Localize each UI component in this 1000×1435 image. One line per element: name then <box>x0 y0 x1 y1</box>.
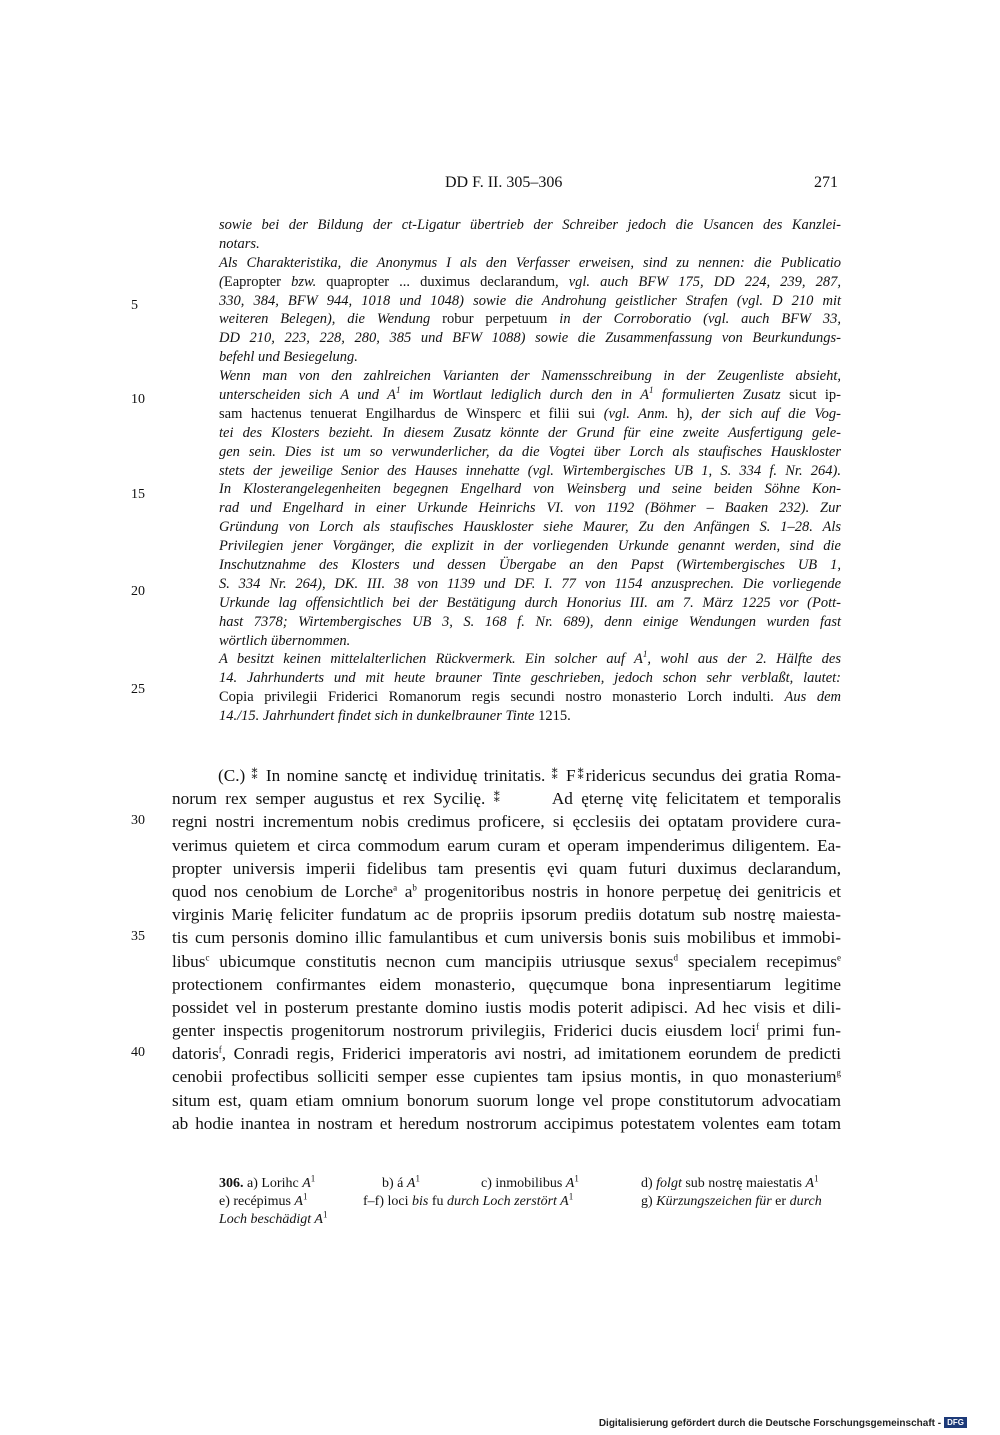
apparatus-row <box>219 1193 841 1211</box>
text-line: propter universis imperii fidelibus tam presentis ęvi quam futuri duximus declarandum, <box>172 858 841 878</box>
line-number: 10 <box>131 392 145 407</box>
note-line: tei des Klosters bezieht. In diesem Zusatz könnte der Grund für eine zweite Ausfertigung gele- <box>219 424 841 441</box>
text-line: cenobii profectibus solliciti semper esse cupientes tam ipsius montis, in quo monasterium$^g$ <box>172 1067 841 1087</box>
apparatus-row <box>219 1175 841 1193</box>
note-line: rad und Engelhard in einer Urkunde Heinrichs VI. von 1192 (Böhmer – Baaken 232). Zur <box>219 500 841 517</box>
text-line: genter inspectis progenitorum nostrorum privilegiis, Friderici ducis eiusdem loci$^f$ primi fun- <box>172 1021 841 1041</box>
text-line: (C.) ⁑ In nomine sanctę et individuę trinitatis. ⁑ F⁑ridericus secundus dei gratia Roma- <box>218 766 842 785</box>
note-line: Wenn man von den zahlreichen Varianten der Namensschreibung in der Zeugenliste absieht, <box>219 368 841 385</box>
note-line: sowie bei der Bildung der ct-Ligatur übertrieb der Schreiber jedoch die Usancen des Kanzlei- <box>219 217 841 233</box>
line-number: 30 <box>131 813 145 828</box>
note-line: Privilegien jener Vorgänger, die explizit in der vorliegenden Urkunde genannt werden, sind die <box>219 538 841 555</box>
separator-mark-icon: ⁑ <box>251 768 260 782</box>
note-line: S. 334 Nr. 264), DK. III. 38 von 1139 und DF. I. 77 von 1154 anzusprechen. Die vorliegende <box>219 575 841 592</box>
line-number: 15 <box>131 487 145 502</box>
note-line: notars. <box>219 235 260 252</box>
text-line: situm est, quam etiam omnium bonorum suorum longe vel prope constitutorum advocatiam <box>172 1090 841 1110</box>
note-line: A besitzt keinen mittelalterlichen Rückvermerk. Ein solcher auf $A^1$, wohl aus der 2. Hälfte des <box>219 649 841 668</box>
apparatus-entry: e) recépimus $A^1$ <box>219 1191 308 1209</box>
text-line: ab hodie inantea in nostram et heredum nostrorum accipimus potestatem volentes eam totam <box>172 1113 841 1133</box>
text-line: protectionem confirmantes eidem monasterio, quęcumque bona inpresentiarum legitime <box>172 974 841 994</box>
note-line: stets der jeweilige Senior des Hauses innehatte (vgl. Wirtembergisches UB 1, S. 334 f. Nr. 264). <box>219 462 841 479</box>
note-line: (Eapropter bzw. quapropter ... duximus declarandum, vgl. auch BFW 175, DD 224, 239, 287, <box>219 273 841 290</box>
apparatus-entry: c) inmobilibus $A^1$ <box>481 1173 579 1191</box>
line-number: 20 <box>131 584 145 599</box>
note-line: Inschutznahme des Klosters und dessen Übergabe an den Papst (Wirtembergisches UB 1, <box>219 557 841 574</box>
note-line: Als Charakteristika, die Anonymus I als den Verfasser erweisen, sind zu nennen: die Publicatio <box>219 254 841 271</box>
note-line: Urkunde lag offensichtlich bei der Bestätigung durch Honorius III. am 7. März 1225 vor (Pott- <box>219 594 841 611</box>
note-line: DD 210, 223, 228, 280, 385 und BFW 1088) sowie die Zusammenfassung von Beurkundungs- <box>219 330 841 347</box>
line-number: 25 <box>131 682 145 697</box>
note-line: gen sein. Dies ist um so verwunderlicher, da die Vogtei über Lorch als staufisches Hauskloster <box>219 443 841 460</box>
text-line: norum rex semper augustus et rex Sycilię. ⁑ Ad ęternę vitę felicitatem et temporalis <box>172 789 841 809</box>
critical-apparatus <box>219 1175 841 1229</box>
text-line: virginis Marię feliciter fundatum ac de propriis ipsorum prediis dotatum sub nostrę maiesta- <box>172 905 841 925</box>
commentary-notes <box>219 216 841 726</box>
running-header <box>0 174 1000 196</box>
note-line: 14./15. Jahrhundert findet sich in dunkelbrauner Tinte 1215. <box>219 708 571 725</box>
apparatus-entry: 306. a) Lorihc $A^1$ <box>219 1173 316 1191</box>
line-number: 35 <box>131 929 145 944</box>
note-line: Gründung von Lorch als staufisches Hauskloster siehe Maurer, Zu den Anfängen S. 1–28. Als <box>219 519 841 536</box>
line-number: 5 <box>131 298 138 313</box>
note-line: wörtlich übernommen. <box>219 632 351 649</box>
note-line: sam hactenus tenuerat Engilhardus de Winsperc et filii sui (vgl. Anm. h), der sich auf die Vog- <box>219 405 841 422</box>
apparatus-entry: d) folgt sub nostrę maiestatis $A^1$ <box>641 1173 819 1191</box>
note-line: 330, 384, BFW 944, 1018 und 1048) sowie die Androhung geistlicher Strafen (vgl. D 210 mit <box>219 292 841 309</box>
charter-text <box>172 764 841 1135</box>
apparatus-row <box>219 1211 841 1229</box>
text-line: libus$^c$ ubicumque constitutis necnon cum mancipiis utriusque sexus$^d$ specialem recepimus$^e$ <box>172 951 841 971</box>
text-line: datoris$^f$, Conradi regis, Friderici imperatoris avi nostri, ad imitationem eorundem de predicti <box>172 1044 841 1064</box>
funding-credit: Digitalisierung gefördert durch die Deutsche Forschungsgemeinschaft - DFG <box>599 1417 967 1429</box>
separator-mark-icon: ⁑ <box>493 791 504 806</box>
note-line: In Klosterangelegenheiten begegnen Engelhard von Weinsberg und seine beiden Söhne Kon- <box>219 481 841 498</box>
note-line: weiteren Belegen), die Wendung robur perpetuum in der Corroboratio (vgl. auch BFW 33, <box>219 311 841 328</box>
note-line: Copia privilegii Friderici Romanorum regis secundi nostro monasterio Lorch indulti. Aus dem <box>219 689 842 706</box>
apparatus-entry: f–f) loci bis fu durch Loch zerstört $A^1$ <box>363 1191 574 1209</box>
text-line: verimus quietem et circa commodum earum curam et operam impenderimus diligentem. Ea- <box>172 835 841 855</box>
note-line: 14. Jahrhunderts und mit heute brauner Tinte geschrieben, jedoch schon sehr verblaßt, lautet: <box>219 670 841 687</box>
text-line: quod nos cenobium de Lorche$^a$ $a^b$ progenitoribus nostris in honore perpetuę dei genitricis et <box>172 881 841 901</box>
text-line: possidet vel in posterum prestante domino iustis modis poterit adipisci. Ad hec visis et dili- <box>172 997 841 1017</box>
apparatus-entry: g) Kürzungszeichen für er durch <box>641 1194 822 1209</box>
separator-mark-icon: ⁑ <box>551 768 560 782</box>
separator-mark-icon: ⁑ <box>575 768 586 782</box>
line-number: 40 <box>131 1045 145 1060</box>
dfg-logo-icon: DFG <box>944 1417 967 1428</box>
running-title: DD F. II. 305–306 <box>445 174 563 191</box>
note-line: unterscheiden sich A und $A^1$ im Wortlaut lediglich durch den in $A^1$ formulierten Zusatz sicut ip- <box>219 385 841 404</box>
apparatus-entry: b) á $A^1$ <box>382 1173 420 1191</box>
text-line: regni nostri incrementum nobis credimus proficere, si ęcclesiis dei optatam providere cura- <box>172 812 841 832</box>
text-line: tis cum personis domino illic famulantibus et cum universis bonis suis mobilibus et immobi- <box>172 928 841 948</box>
page-number: 271 <box>814 174 838 191</box>
note-line: befehl und Besiegelung. <box>219 349 358 366</box>
apparatus-entry: Loch beschädigt $A^1$ <box>219 1209 328 1227</box>
note-line: hast 7378; Wirtembergisches UB 3, S. 168 f. Nr. 689), denn einige Wendungen wurden fast <box>219 613 841 630</box>
